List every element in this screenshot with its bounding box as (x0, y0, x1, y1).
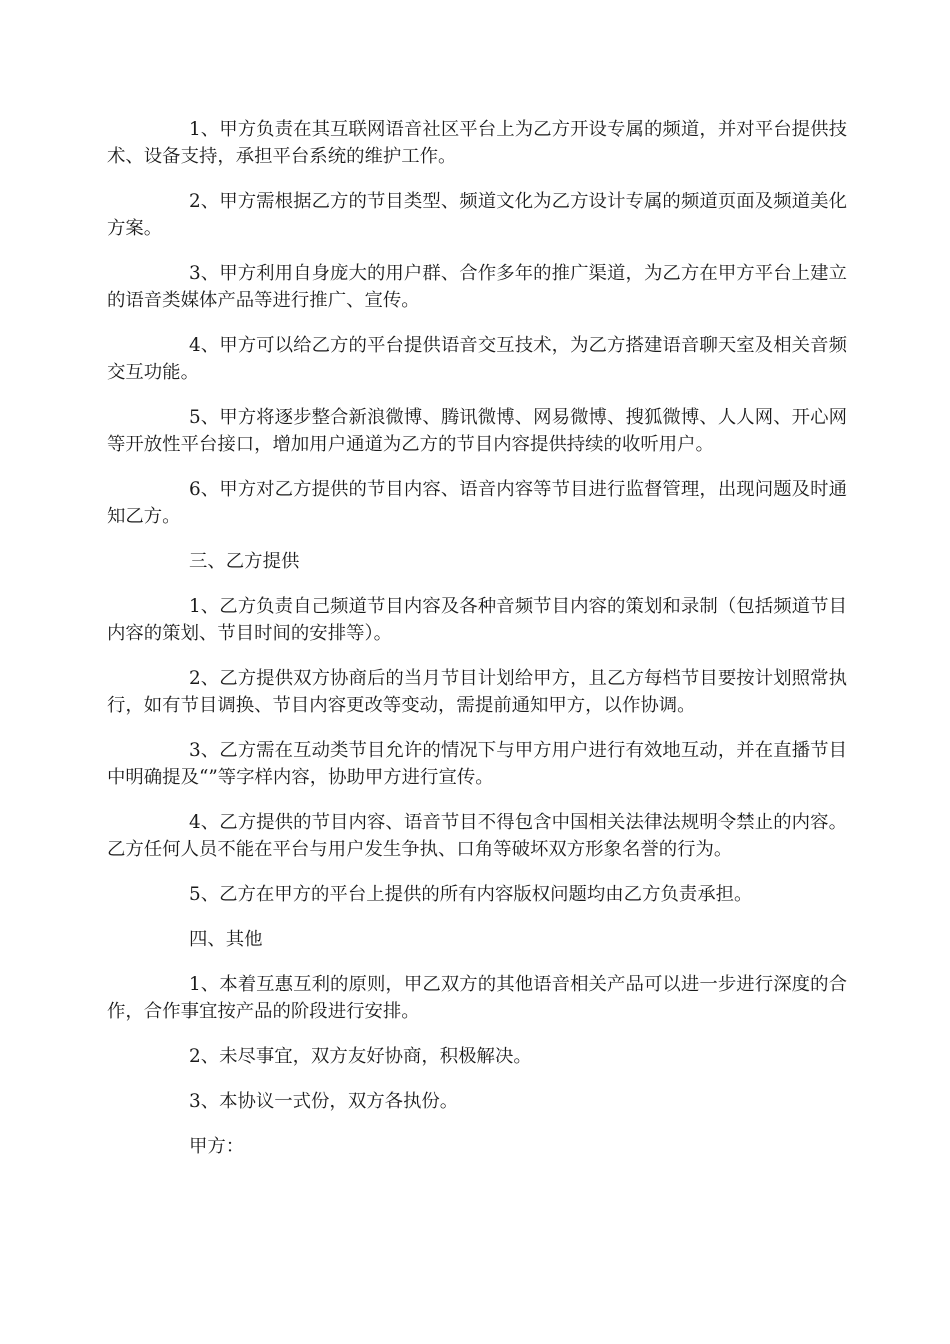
clause-party-a-6: 6、甲方对乙方提供的节目内容、语音内容等节目进行监督管理，出现问题及时通知乙方。 (107, 479, 847, 527)
clause-party-b-5: 5、乙方在甲方的平台上提供的所有内容版权问题均由乙方负责承担。 (189, 884, 753, 905)
clause-other-2: 2、未尽事宜，双方友好协商，积极解决。 (189, 1046, 532, 1067)
clause-party-a-2: 2、甲方需根据乙方的节目类型、频道文化为乙方设计专属的频道页面及频道美化方案。 (107, 191, 847, 239)
section-heading-other: 四、其他 (189, 929, 263, 950)
clause-party-b-4: 4、乙方提供的节目内容、语音节目不得包含中国相关法律法规明令禁止的内容。乙方任何人员不能在平台与用户发生争执、口角等破坏双方形象名誉的行为。 (107, 812, 847, 860)
clause-other-3: 3、本协议一式份，双方各执份。 (189, 1091, 459, 1112)
signature-label-party-a: 甲方： (189, 1136, 245, 1157)
clause-party-b-1: 1、乙方负责自己频道节目内容及各种音频节目内容的策划和录制（包括频道节目内容的策划、节目时间的安排等）。 (107, 596, 847, 644)
clause-party-a-3: 3、甲方利用自身庞大的用户群、合作多年的推广渠道，为乙方在甲方平台上建立的语音类媒体产品等进行推广、宣传。 (107, 263, 847, 311)
clause-party-b-3: 3、乙方需在互动类节目允许的情况下与甲方用户进行有效地互动，并在直播节目中明确提及“”等字样内容，协助甲方进行宣传。 (107, 740, 847, 788)
document-body (107, 116, 847, 1160)
clause-party-a-1: 1、甲方负责在其互联网语音社区平台上为乙方开设专属的频道，并对平台提供技术、设备支持，承担平台系统的维护工作。 (107, 119, 847, 167)
section-heading-party-b: 三、乙方提供 (189, 551, 300, 572)
clause-other-1: 1、本着互惠互利的原则，甲乙双方的其他语音相关产品可以进一步进行深度的合作，合作事宜按产品的阶段进行安排。 (107, 974, 847, 1022)
clause-party-a-5: 5、甲方将逐步整合新浪微博、腾讯微博、网易微博、搜狐微博、人人网、开心网等开放性平台接口，增加用户通道为乙方的节目内容提供持续的收听用户。 (107, 407, 847, 455)
clause-party-b-2: 2、乙方提供双方协商后的当月节目计划给甲方，且乙方每档节目要按计划照常执行，如有节目调换、节目内容更改等变动，需提前通知甲方，以作协调。 (107, 668, 847, 716)
clause-party-a-4: 4、甲方可以给乙方的平台提供语音交互技术，为乙方搭建语音聊天室及相关音频交互功能。 (107, 335, 847, 383)
